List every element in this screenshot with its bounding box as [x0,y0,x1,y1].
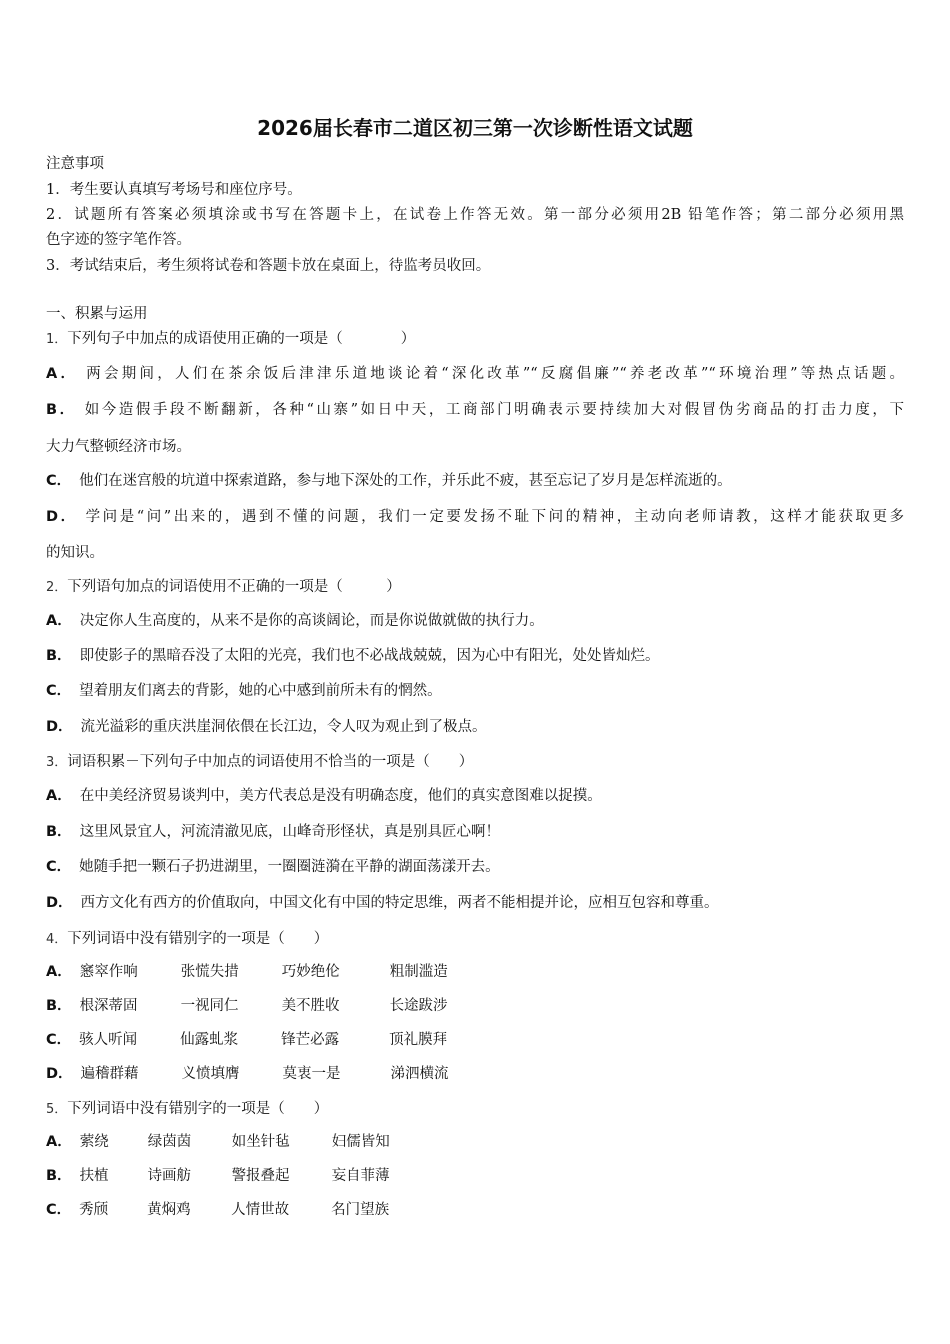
word: 张慌失措 [180,964,239,980]
option-letter: B． [46,824,72,840]
notice-item-2-cont: 色字迹的签字笔作答。 [46,232,191,248]
question-stem: 下列词语中没有错别字的一项是（ ） [67,931,329,947]
question-5 [46,1097,328,1118]
notice-heading: 注意事项 [46,156,104,172]
notice-item-3: 3．考试结束后，考生须将试卷和答题卡放在桌面上，待监考员收回。 [46,258,491,274]
option-text: 这里风景宜人，河流清澈见底，山峰奇形怪状，真是别具匠心啊！ [79,824,501,840]
option-letter: B． [46,648,72,664]
q4-option-d [46,1062,449,1083]
section-heading: 一、积累与运用 [46,306,148,322]
option-letter: C． [46,1202,72,1218]
q3-option-b [46,820,500,841]
option-letter: A． [46,613,72,629]
option-letter: A． [46,788,72,804]
option-letter: A． [46,1134,72,1150]
q1-option-d [46,505,904,526]
question-stem: 下列语句加点的词语使用不正确的一项是（ ） [67,579,401,595]
option-text: 他们在迷宫般的坑道中探索道路，参与地下深处的工作，并乐此不疲，甚至忘记了岁月是怎样流逝的。 [79,473,732,489]
word: 警报叠起 [231,1168,290,1184]
q2-option-a [46,609,544,630]
option-text: 在中美经济贸易谈判中，美方代表总是没有明确态度，他们的真实意图难以捉摸。 [79,788,602,804]
option-text: 她随手把一颗石子扔进湖里，一圈圈涟漪在平静的湖面荡漾开去。 [79,859,500,875]
question-3 [46,750,473,771]
option-text: 两会期间，人们在茶余饭后津津乐道地谈论着“深化改革”“反腐倡廉”“养老改革”“环境治理”等热点话题。 [86,366,904,382]
word: 锋芒必露 [281,1032,340,1048]
option-text: 决定你人生高度的，从来不是你的高谈阔论，而是你说做就做的执行力。 [79,613,544,629]
word: 萦绕 [79,1134,109,1150]
word: 人情世故 [231,1202,290,1218]
word: 粗制滥造 [389,964,448,980]
question-number: 4． [46,932,68,947]
option-letter: D． [46,719,73,735]
question-stem: 词语积累－下列句子中加点的词语使用不恰当的一项是（ ） [67,754,474,770]
option-letter: C． [46,859,72,875]
q4-option-a [46,960,448,981]
option-letter: D． [46,1066,73,1082]
option-letter: D． [46,509,78,525]
page-title: 2026届长春市二道区初三第一次诊断性语文试题 [257,116,693,140]
question-stem: 下列词语中没有错别字的一项是（ ） [67,1101,329,1117]
q2-option-c [46,679,442,700]
option-text: 即使影子的黑暗吞没了太阳的光亮，我们也不必战战兢兢，因为心中有阳光，处处皆灿烂。 [79,648,660,664]
q1-option-b-cont: 大力气整顿经济市场。 [46,439,191,455]
question-number: 5． [46,1102,68,1117]
word: 仙露虬浆 [180,1032,239,1048]
option-text: 西方文化有西方的价值取向，中国文化有中国的特定思维，两者不能相提并论，应相互包容和尊重。 [80,895,719,911]
q4-option-b [46,994,448,1015]
q3-option-a [46,784,602,805]
question-2 [46,575,401,596]
word: 遍稽群藉 [80,1066,139,1082]
option-text: 如今造假手段不断翻新，各种“山寨”如日中天，工商部门明确表示要持续加大对假冒伪劣商品的打击力度，下 [84,402,904,418]
option-letter: C． [46,473,72,489]
word: 妇儒皆知 [331,1134,390,1150]
notice-item-1: 1．考生要认真填写考场号和座位序号。 [46,182,302,198]
option-text: 学问是“问”出来的，遇到不懂的问题，我们一定要发扬不耻下问的精神，主动向老师请教，这样才能获取更多 [85,509,904,525]
q2-option-d [46,715,487,736]
word: 名门望族 [331,1202,390,1218]
word: 如坐针毡 [231,1134,290,1150]
word: 美不胜收 [281,998,340,1014]
question-stem: 下列句子中加点的成语使用正确的一项是（ ） [67,331,416,347]
option-letter: C． [46,683,72,699]
q3-option-c [46,855,500,876]
word: 长途跋涉 [389,998,448,1014]
option-text: 流光溢彩的重庆洪崖洞依偎在长江边，令人叹为观止到了极点。 [80,719,487,735]
option-letter: B． [46,1168,72,1184]
q1-option-c [46,469,732,490]
q5-option-a [46,1130,390,1151]
word: 扶植 [79,1168,109,1184]
q2-option-b [46,644,660,665]
question-1 [46,327,415,348]
q4-option-c [46,1028,447,1049]
option-letter: D． [46,895,73,911]
option-letter: A． [46,964,72,980]
q5-option-c [46,1198,389,1219]
word: 莫衷一是 [282,1066,341,1082]
q3-option-d [46,891,719,912]
word: 妄自菲薄 [331,1168,390,1184]
q1-option-b [46,398,904,419]
word: 根深蒂固 [79,998,138,1014]
q5-option-b [46,1164,390,1185]
word: 顶礼膜拜 [389,1032,448,1048]
option-letter: B． [46,998,72,1014]
q1-option-a [46,362,904,383]
word: 秀颀 [79,1202,109,1218]
question-4 [46,927,328,948]
question-number: 2． [46,580,68,595]
word: 黄焖鸡 [147,1202,191,1218]
word: 绿茵茵 [147,1134,192,1150]
word: 一视同仁 [180,998,239,1014]
question-number: 3． [46,755,68,770]
word: 窸窣作响 [79,964,138,980]
q1-option-d-cont: 的知识。 [46,545,104,561]
word: 涕泗横流 [390,1066,449,1082]
word: 义愤填膺 [181,1066,240,1082]
option-letter: C． [46,1032,72,1048]
option-letter: B． [46,402,77,418]
word: 骇人听闻 [79,1032,138,1048]
question-number: 1． [46,332,68,347]
notice-item-2: 2．试题所有答案必须填涂或书写在答题卡上，在试卷上作答无效。第一部分必须用2B 铅笔作答；第二部分必须用黑 [46,207,904,223]
option-letter: A． [46,366,79,382]
option-text: 望着朋友们离去的背影，她的心中感到前所未有的惘然。 [79,683,442,699]
word: 巧妙绝伦 [281,964,340,980]
word: 诗画舫 [147,1168,192,1184]
